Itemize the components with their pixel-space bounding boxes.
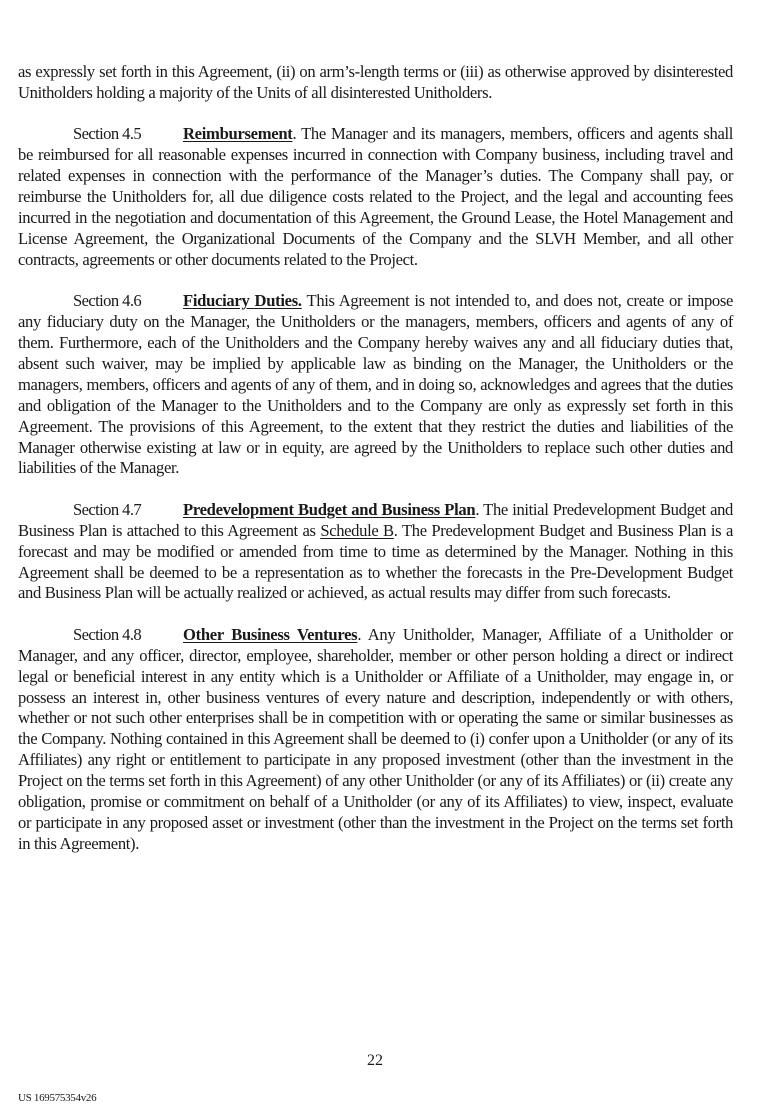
section-4-6-paragraph bbox=[18, 291, 733, 479]
heading-punctuation: . bbox=[292, 124, 297, 144]
section-number: Section 4.6 bbox=[73, 291, 142, 311]
heading-punctuation: . bbox=[297, 291, 302, 311]
section-number: Section 4.7 bbox=[73, 499, 142, 519]
section-body: The Manager and its managers, members, officers and agents shall be reimbursed for all reasonable expenses incurred in connection with Company business, including travel and related expenses in connection with the performance of the Manager’s duties. The Company shall pay, or reimburse the Unitholders for, all due diligence costs related to the Project, and the legal and accounting fees incurred in the negotiation and documentation of this Agreement, the Ground Lease, the Hotel Management and License Agreement, the Organizational Documents of the Company and the SLVH Member, and all other contracts, agreements or other documents related to the Project. bbox=[18, 124, 733, 269]
document-id: US 169575354v26 bbox=[18, 1092, 97, 1104]
document-page bbox=[18, 62, 733, 875]
section-number: Section 4.8 bbox=[73, 624, 142, 644]
section-4-7-paragraph bbox=[18, 500, 733, 605]
section-body-continued: . The Predevelopment Budget and Business Plan is a forecast and may be modified or amended from time to time as determined by the Manager. Nothing in this Agreement shall be deemed to be a representation as to whether the forecasts in the Pre-Development Budget and Business Plan will be actually realized or achieved, as actual results may differ from such forecasts. bbox=[18, 520, 733, 603]
section-heading: Predevelopment Budget and Business Plan bbox=[183, 499, 476, 519]
section-heading: Other Business Ventures bbox=[183, 624, 358, 644]
schedule-reference: Schedule B bbox=[320, 520, 394, 540]
section-body: The initial Predevelopment Budget and Business Plan is attached to this Agreement as bbox=[18, 499, 733, 540]
page-number: 22 bbox=[367, 1052, 383, 1069]
section-number: Section 4.5 bbox=[73, 124, 142, 144]
section-body: Any Unitholder, Manager, Affiliate of a Unitholder or Manager, and any officer, director, employee, shareholder, member or other person holding a direct or indirect legal or beneficial interest in any entity which is a Unitholder or Affiliate of a Unitholder, may engage in, or possess an interest in, other business ventures of every nature and description, independently or with others, whether or not such other enterprises shall be in competition with or operating the same or similar businesses as the Company. Nothing contained in this Agreement shall be deemed to (i) confer upon a Unitholder (or any of its Affiliates) any right or entitlement to participate in any proposed investment (other than the investment in the Project on the terms set forth in this Agreement) of any other Unitholder (or any of its Affiliates) or (ii) create any obligation, promise or commitment on behalf of a Unitholder (or any of its Affiliates) to view, inspect, evaluate or participate in any proposed asset or investment (other than the investment in the Project on the terms set forth in this Agreement). bbox=[18, 624, 733, 853]
section-heading: Fiduciary Duties bbox=[183, 291, 298, 311]
carryover-paragraph: as expressly set forth in this Agreement, (ii) on arm’s-length terms or (iii) as otherwise approved by disinterested Unitholders holding a majority of the Units of all disinterested Unitholders. bbox=[18, 62, 733, 102]
section-4-5-paragraph bbox=[18, 124, 733, 270]
heading-punctuation: . bbox=[475, 499, 480, 519]
section-4-8-paragraph bbox=[18, 625, 733, 855]
section-heading: Reimbursement bbox=[183, 124, 293, 144]
section-body: This Agreement is not intended to, and does not, create or impose any fiduciary duty on the Manager, the Unitholders or the managers, members, officers and agents of any of them. Furthermore, each of the Unitholders and the Company hereby waives any and all fiduciary duties that, absent such waiver, may be implied by applicable law as binding on the Manager, the Unitholders or the managers, members, officers and agents of any of them, and in doing so, acknowledges and agrees that the duties and obligation of the Manager to the Unitholders and to the Company are only as expressly set forth in this Agreement. The provisions of this Agreement, to the extent that they restrict the duties and liabilities of the Manager otherwise existing at law or in equity, are agreed by the Unitholders to replace such other duties and liabilities of the Manager. bbox=[18, 291, 733, 478]
heading-punctuation: . bbox=[357, 624, 362, 644]
